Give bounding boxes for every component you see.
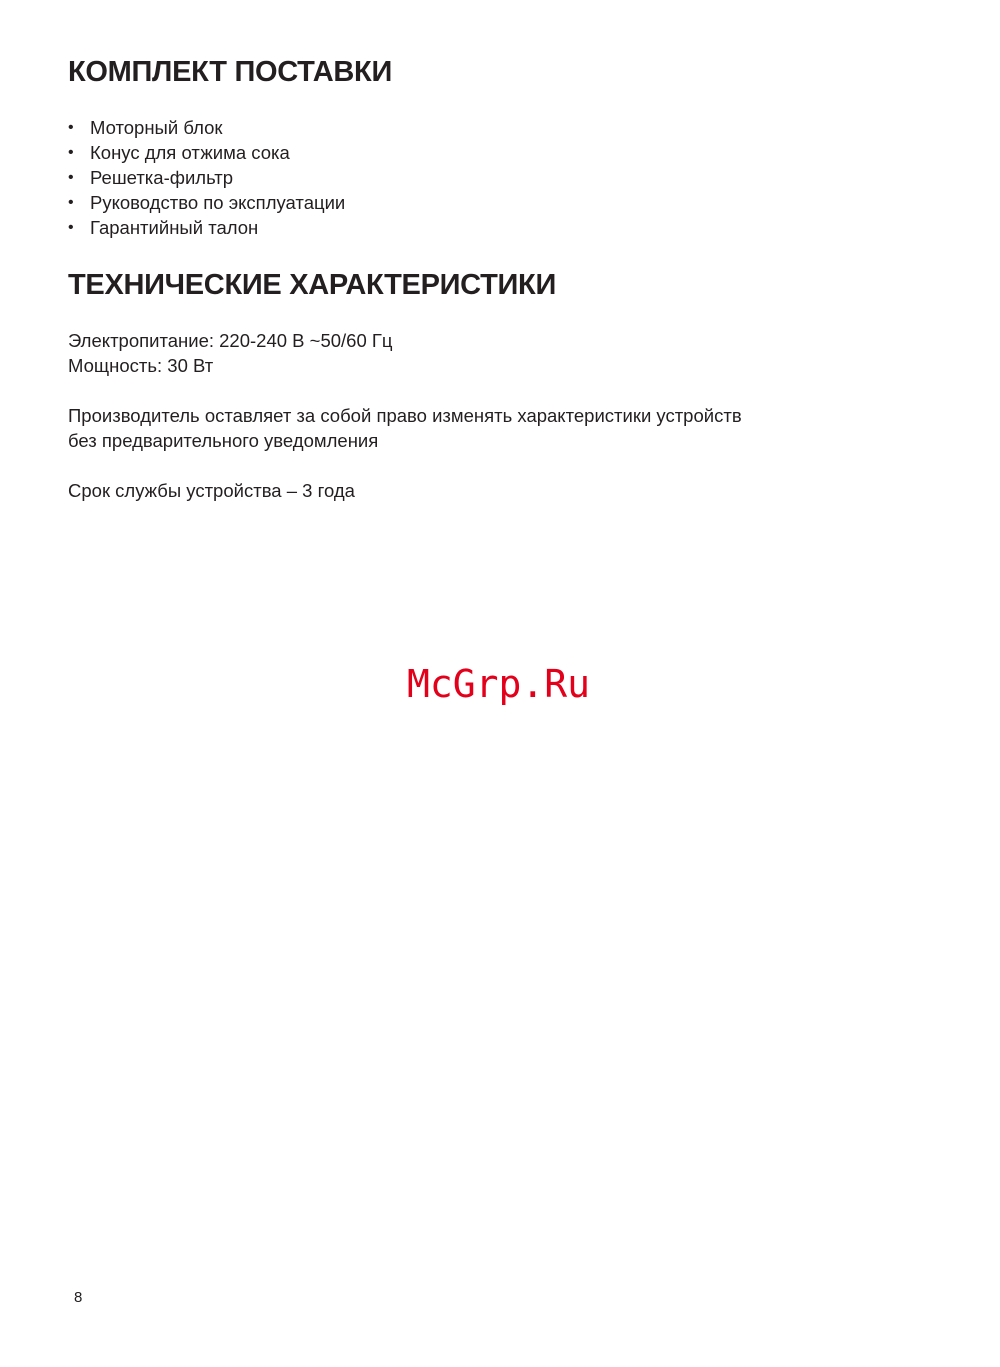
power-text: Мощность: 30 Вт — [68, 355, 214, 376]
service-life-paragraph — [68, 478, 355, 503]
bullet-icon: • — [68, 144, 74, 161]
list-item-text: Решетка-фильтр — [90, 167, 234, 188]
package-contents-heading: КОМПЛЕКТ ПОСТАВКИ — [68, 56, 392, 88]
list-item — [68, 165, 345, 190]
power-supply-text: Электропитание: 220-240 В ~50/60 Гц — [68, 330, 393, 351]
list-item — [68, 190, 345, 215]
bullet-icon: • — [68, 169, 74, 186]
service-life-text: Срок службы устройства – 3 года — [68, 480, 355, 501]
bullet-icon: • — [68, 119, 74, 136]
notice-paragraph — [68, 403, 742, 453]
list-item — [68, 140, 345, 165]
list-item-text: Моторный блок — [90, 117, 223, 138]
bullet-icon: • — [68, 194, 74, 211]
bullet-icon: • — [68, 219, 74, 236]
package-contents-list — [68, 115, 345, 240]
notice-line-2: без предварительного уведомления — [68, 430, 379, 451]
page-number: 8 — [74, 1289, 83, 1306]
list-item-text: Конус для отжима сока — [90, 142, 290, 163]
list-item-text: Руководство по эксплуатации — [90, 192, 346, 213]
watermark-logo: McGrp.Ru — [407, 662, 591, 706]
technical-specs-heading: ТЕХНИЧЕСКИЕ ХАРАКТЕРИСТИКИ — [68, 269, 557, 301]
list-item-text: Гарантийный талон — [90, 217, 259, 238]
notice-line-1: Производитель оставляет за собой право изменять характеристики устройств — [68, 405, 742, 426]
list-item — [68, 215, 345, 240]
list-item — [68, 115, 345, 140]
specs-paragraph — [68, 328, 393, 378]
